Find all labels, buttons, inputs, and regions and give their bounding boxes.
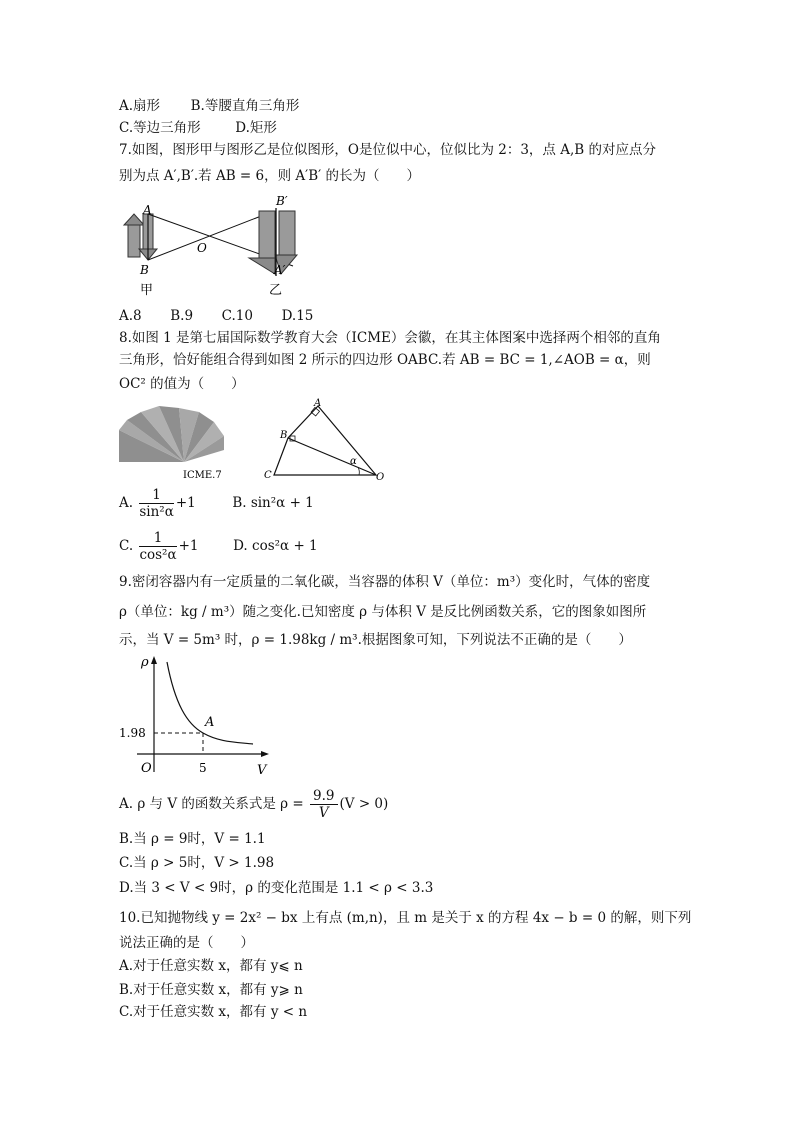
q10-stem-line1: 10.已知抛物线 y = 2x² − bx 上有点 (m,n)，且 m 是关于 x 的方程 4x − b = 0 的解，则下列 <box>119 910 692 926</box>
y-axis-label: ρ <box>141 655 149 670</box>
q8-option-c-numerator: 1 <box>139 530 176 547</box>
q8-stem-line2: 三角形，恰好能组合得到如图 2 所示的四边形 OABC.若 AB = BC = 1,∠AOB = α，则 <box>119 352 651 368</box>
label-B: B <box>140 263 149 277</box>
label-A-prime: A′ <box>274 263 286 277</box>
q6-option-b: B.等腰直角三角形 <box>190 98 300 114</box>
q8-option-a-numerator: 1 <box>139 487 173 504</box>
q9-stem-line3: 示，当 V = 5m³ 时，ρ = 1.98kg / m³.根据图象可知，下列说法不正确的是（ ） <box>119 632 632 648</box>
figure-jia <box>124 214 157 260</box>
q8-option-a-label: A. <box>119 495 134 511</box>
origin-label: O <box>141 761 152 776</box>
q9-option-a-pre: A. ρ 与 V 的函数关系式是 ρ = <box>119 796 304 812</box>
x-axis-label: V <box>257 763 267 778</box>
q9-option-c: C.当 ρ > 5时，V > 1.98 <box>119 855 275 871</box>
q9-stem-line2: ρ（单位：kg / m³）随之变化.已知密度 ρ 与体积 V 是反比例函数关系，它的图象如图所 <box>119 604 647 620</box>
q8-figure-quadrilateral <box>258 398 388 482</box>
q10-option-a: A.对于任意实数 x，都有 y⩽ n <box>119 958 303 974</box>
q10-option-b: B.对于任意实数 x，都有 y⩾ n <box>119 982 303 998</box>
q10-stem-line2: 说法正确的是（ ） <box>119 935 254 951</box>
label-alpha: α <box>350 456 357 467</box>
q8-options-row1 <box>119 487 314 520</box>
icme-caption: ICME.7 <box>183 470 222 481</box>
label-B: B <box>280 430 288 441</box>
q7-option-d: D.15 <box>281 308 314 324</box>
label-C: C <box>264 470 272 481</box>
x-tick-label: 5 <box>199 761 207 775</box>
label-yi: 乙 <box>269 283 283 298</box>
q7-options <box>119 306 313 326</box>
label-A: A <box>143 203 152 217</box>
q8-option-c-tail: +1 <box>178 538 199 554</box>
icme-logo <box>119 400 239 482</box>
q6-option-a: A.扇形 <box>119 98 161 114</box>
q6-option-c: C.等边三角形 <box>119 120 201 136</box>
q7-figure <box>119 192 319 302</box>
q9-graph <box>119 654 279 780</box>
q8-options-row2 <box>119 530 318 563</box>
q8-option-c-label: C. <box>119 538 134 554</box>
q8-stem-line3: OC² 的值为（ ） <box>119 376 245 392</box>
q8-option-b: B. sin²α + 1 <box>232 495 314 511</box>
q9-option-a-numerator: 9.9 <box>310 788 337 805</box>
q8-option-a-fraction <box>139 487 173 520</box>
q6-option-d: D.矩形 <box>235 120 277 136</box>
label-jia: 甲 <box>140 283 154 298</box>
q10-option-c: C.对于任意实数 x，都有 y < n <box>119 1004 308 1020</box>
q8-option-c-denominator: cos²α <box>139 547 177 563</box>
y-tick-label: 1.98 <box>119 726 146 740</box>
q7-stem-line2: 别为点 A′,B′.若 AB = 6，则 A′B′ 的长为（ ） <box>119 168 421 184</box>
q6-options-row1 <box>119 96 299 116</box>
q9-option-a-post: (V > 0) <box>339 796 389 812</box>
label-B-prime: B′ <box>276 194 288 208</box>
q9-stem-line1: 9.密闭容器内有一定质量的二氧化碳，当容器的体积 V（单位：m³）变化时，气体的密度 <box>119 574 651 590</box>
q7-stem-line1: 7.如图，图形甲与图形乙是位似图形，O是位似中心，位似比为 2：3，点 A,B 的对应点分 <box>119 142 656 158</box>
q8-stem-line1: 8.如图 1 是第七届国际数学教育大会（ICME）会徽，在其主体图案中选择两个相邻的直角 <box>119 330 661 346</box>
q7-option-c: C.10 <box>221 308 253 324</box>
q9-option-b: B.当 ρ = 9时，V = 1.1 <box>119 831 266 847</box>
point-A-label: A <box>205 715 215 730</box>
q6-options-row2 <box>119 118 277 138</box>
label-O: O <box>197 241 207 255</box>
q8-option-c-fraction <box>139 530 176 563</box>
q8-option-d: D. cos²α + 1 <box>233 538 318 554</box>
q7-option-a: A.8 <box>119 308 142 324</box>
q9-option-a-denominator: V <box>318 805 329 821</box>
q8-option-a-tail: +1 <box>175 495 196 511</box>
label-O: O <box>376 472 385 482</box>
q8-option-a-denominator: sin²α <box>139 504 174 520</box>
q9-option-d: D.当 3 < V < 9时，ρ 的变化范围是 1.1 < ρ < 3.3 <box>119 880 434 896</box>
q9-option-a <box>119 788 388 821</box>
q9-option-a-fraction <box>310 788 337 821</box>
q7-option-b: B.9 <box>170 308 194 324</box>
label-A: A <box>314 398 322 409</box>
